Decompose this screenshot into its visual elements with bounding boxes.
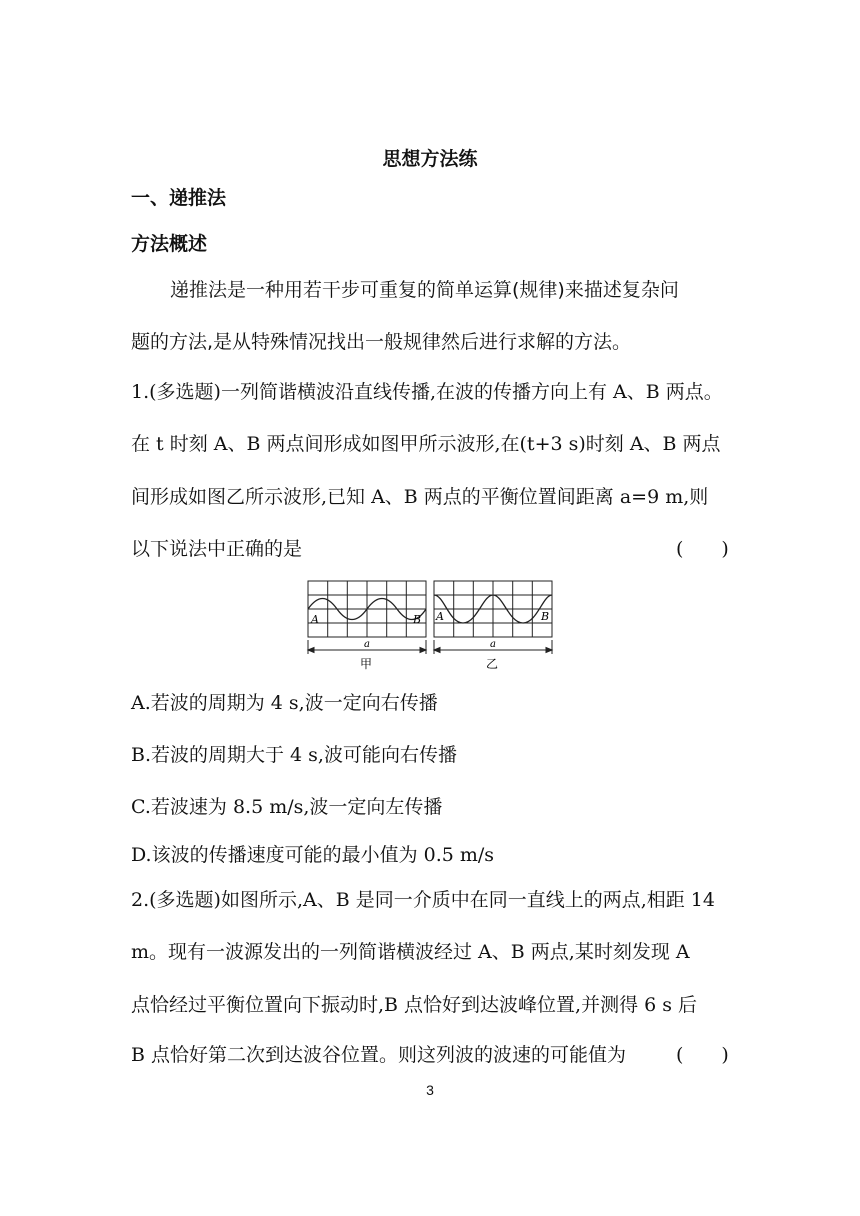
q1-text-line3: 间形成如图乙所示波形,已知 A、B 两点的平衡位置间距离 a=9 m,则 (131, 486, 709, 508)
q1-answer-paren: ( ) (676, 538, 729, 560)
q2-text-line1: 2.(多选题)如图所示,A、B 是同一介质中在同一直线上的两点,相距 14 (131, 889, 715, 911)
yi-caption: 乙 (486, 657, 499, 671)
q2-answer-paren: ( ) (676, 1044, 729, 1066)
q2-text-line4: B 点恰好第二次到达波谷位置。则这列波的波速的可能值为 (131, 1044, 627, 1066)
q1-option-d: D.该波的传播速度可能的最小值为 0.5 m/s (131, 844, 495, 866)
jia-caption: 甲 (360, 657, 373, 671)
jia-label-a: A (311, 613, 319, 626)
q2-text-line2: m。现有一波源发出的一列简谐横波经过 A、B 两点,某时刻发现 A (131, 941, 690, 963)
yi-label-b: B (541, 610, 550, 623)
section-heading: 一、递推法 (131, 187, 227, 209)
method-subheading: 方法概述 (131, 233, 208, 255)
yi-label-a: A (436, 610, 444, 623)
q2-text-line3: 点恰经过平衡位置向下振动时,B 点恰好到达波峰位置,并测得 6 s 后 (131, 994, 698, 1016)
method-description-line1: 递推法是一种用若干步可重复的简单运算(规律)来描述复杂问 (170, 279, 679, 301)
jia-label-b: B (413, 613, 422, 626)
page-number: 3 (426, 1082, 434, 1098)
method-description-line2: 题的方法,是从特殊情况找出一般规律然后进行求解的方法。 (131, 331, 632, 353)
q1-option-c: C.若波速为 8.5 m/s,波一定向左传播 (131, 796, 443, 818)
wave-figure (301, 576, 557, 672)
q1-text-line2: 在 t 时刻 A、B 两点间形成如图甲所示波形,在(t+3 s)时刻 A、B 两点 (131, 433, 721, 455)
page-title: 思想方法练 (382, 148, 478, 170)
q1-option-b: B.若波的周期大于 4 s,波可能向右传播 (131, 744, 457, 766)
q1-text-line1: 1.(多选题)一列简谐横波沿直线传播,在波的传播方向上有 A、B 两点。 (131, 381, 723, 403)
jia-dimension-label: a (364, 639, 370, 650)
q1-text-line4: 以下说法中正确的是 (131, 538, 303, 560)
yi-dimension-label: a (490, 639, 496, 650)
q1-option-a: A.若波的周期为 4 s,波一定向右传播 (131, 692, 438, 714)
